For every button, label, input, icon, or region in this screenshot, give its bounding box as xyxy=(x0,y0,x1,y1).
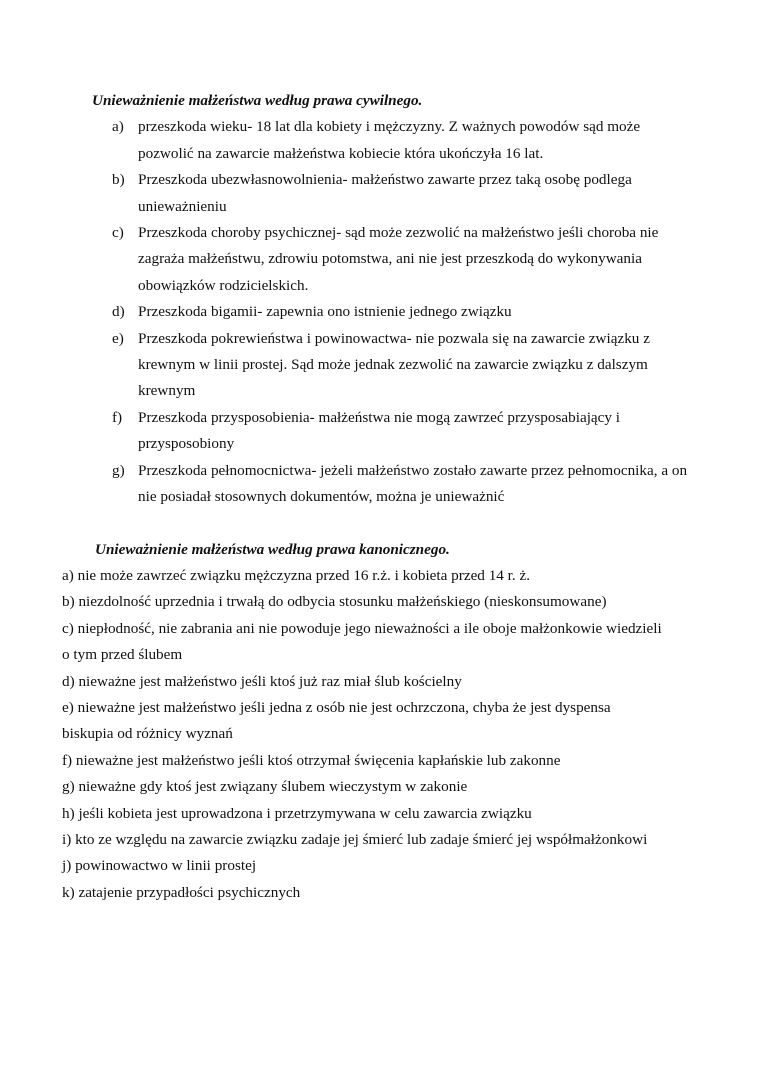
list-marker: f) xyxy=(112,408,123,426)
list-item-text: Przeszkoda ubezwłasnowolnienia- małżeństwo zawarte przez taką osobę podlega unieważnieniu xyxy=(138,171,632,215)
list-item: j) powinowactwo w linii prostej xyxy=(62,857,257,875)
list-item xyxy=(92,405,692,458)
section-canon-law-heading: Unieważnienie małżeństwa według prawa kanonicznego. xyxy=(95,540,450,558)
list-item: f) nieważne jest małżeństwo jeśli ktoś otrzymał święcenia kapłańskie lub zakonne xyxy=(62,751,561,769)
list-item: e) nieważne jest małżeństwo jeśli jedna z osób nie jest ochrzczona, chyba że jest dyspensa biskupia od różnicy wyznań xyxy=(62,698,611,743)
canon-law-impediments-list xyxy=(62,563,662,906)
list-marker: d) xyxy=(112,303,125,321)
list-item-text: Przeszkoda choroby psychicznej- sąd może zezwolić na małżeństwo jeśli choroba nie zagraża małżeństwu, zdrowiu potomstwa, ani nie jest przeszkodą do wykonywania obowiązków rodzicielskich. xyxy=(138,224,659,294)
list-item: d) nieważne jest małżeństwo jeśli ktoś już raz miał ślub kościelny xyxy=(62,672,462,690)
list-item: g) nieważne gdy ktoś jest związany ślubem wieczystym w zakonie xyxy=(62,778,468,796)
list-item-text: Przeszkoda pełnomocnictwa- jeżeli małżeństwo zostało zawarte przez pełnomocnika, a on nie posiadał stosownych dokumentów, można je unieważnić xyxy=(138,461,688,506)
list-item xyxy=(92,167,692,220)
document-body xyxy=(62,88,692,906)
list-marker: b) xyxy=(112,171,125,189)
list-item xyxy=(92,458,692,511)
list-item: k) zatajenie przypadłości psychicznych xyxy=(62,883,301,901)
civil-law-impediments-list xyxy=(92,114,692,510)
list-item xyxy=(92,114,692,167)
list-item: h) jeśli kobieta jest uprowadzona i przetrzymywana w celu zawarcia związku xyxy=(62,804,532,822)
list-item-text: Przeszkoda bigamii- zapewnia ono istnienie jednego związku xyxy=(138,303,512,321)
list-item: a) nie może zawrzeć związku mężczyzna przed 16 r.ż. i kobieta przed 14 r. ż. xyxy=(62,566,531,584)
list-item: c) niepłodność, nie zabrania ani nie powoduje jego nieważności a ile oboje małżonkowie wiedzieli o tym przed ślubem xyxy=(62,619,662,664)
list-marker: a) xyxy=(112,118,124,136)
list-marker: c) xyxy=(112,224,124,242)
list-item: i) kto ze względu na zawarcie związku zadaje jej śmierć lub zadaje śmierć jej współmałżonkowi xyxy=(62,830,648,848)
list-item: b) niezdolność uprzednia i trwałą do odbycia stosunku małżeńskiego (nieskonsumowane) xyxy=(62,593,607,611)
list-item-text: przeszkoda wieku- 18 lat dla kobiety i mężczyzny. Z ważnych powodów sąd może pozwolić na zawarcie małżeństwa kobiecie która ukończyła 16 lat. xyxy=(138,118,641,162)
list-item xyxy=(92,220,692,299)
list-item xyxy=(92,299,692,325)
list-marker: g) xyxy=(112,461,125,479)
section-civil-law-heading: Unieważnienie małżeństwa według prawa cywilnego. xyxy=(92,92,423,109)
list-marker: e) xyxy=(112,329,124,347)
list-item xyxy=(92,326,692,405)
list-item-text: Przeszkoda pokrewieństwa i powinowactwa- nie pozwala się na zawarcie związku z krewnym w linii prostej. Sąd może jednak zezwolić na zawarcie związku z dalszym krewnym xyxy=(138,329,650,400)
list-item-text: Przeszkoda przysposobienia- małżeństwa nie mogą zawrzeć przysposabiający i przysposobiony xyxy=(138,408,621,453)
